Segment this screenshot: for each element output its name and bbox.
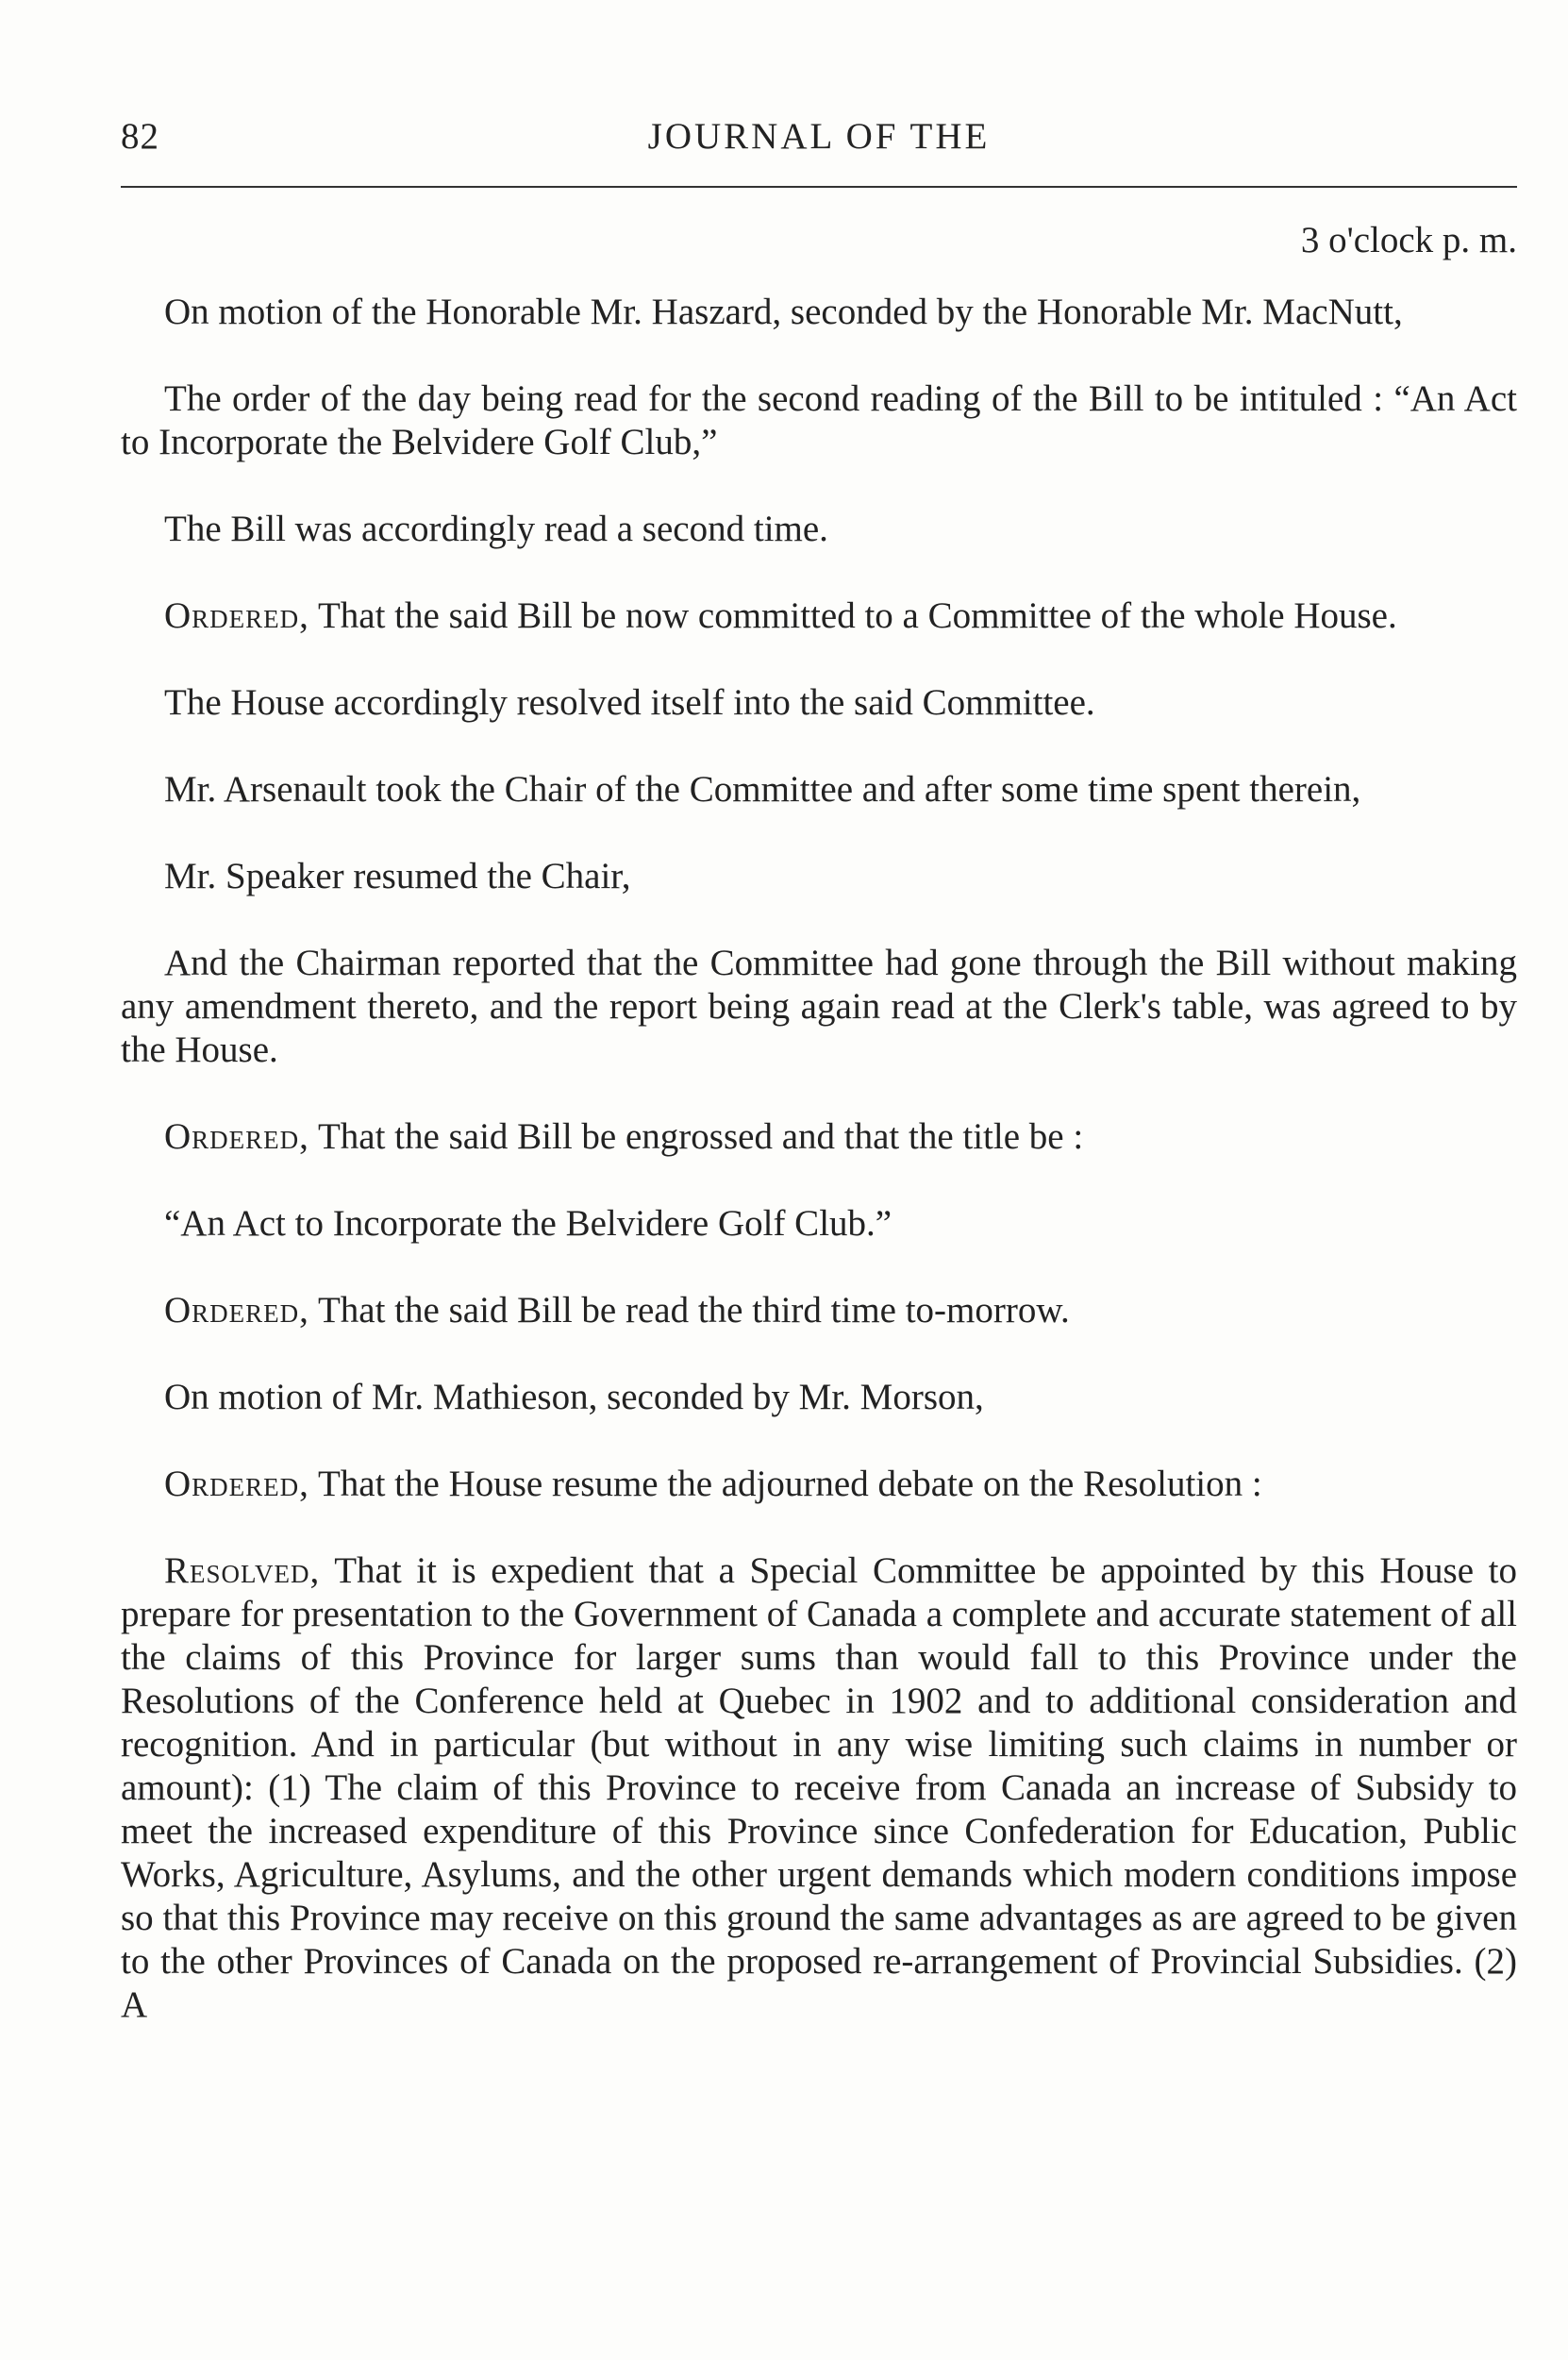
paragraph-order-of-day: The order of the day being read for the second reading of the Bill to be intituled : “An Act to Incorporate the Belvidere Golf Club,”	[121, 378, 1517, 462]
paragraph-house-resolved: The House accordingly resolved itself into the said Committee.	[164, 682, 1095, 723]
page-header	[121, 106, 1517, 172]
journal-body	[121, 291, 1517, 2027]
header-rule	[121, 186, 1517, 188]
paragraph-ordered-resume-debate: Ordered, That the House resume the adjourned debate on the Resolution :	[164, 1464, 1262, 1504]
paragraph-motion-mathieson: On motion of Mr. Mathieson, seconded by Mr. Morson,	[164, 1377, 984, 1417]
paragraph-motion-haszard: On motion of the Honorable Mr. Haszard, seconded by the Honorable Mr. MacNutt,	[164, 292, 1403, 332]
paragraph-ordered-engrossed: Ordered, That the said Bill be engrossed and that the title be :	[164, 1116, 1084, 1157]
page-number: 82	[121, 116, 159, 157]
paragraph-speaker-resumed: Mr. Speaker resumed the Chair,	[164, 856, 631, 896]
session-time: 3 o'clock p. m.	[1300, 220, 1517, 260]
paragraph-arsenault-chair: Mr. Arsenault took the Chair of the Committee and after some time spent therein,	[164, 769, 1361, 810]
paragraph-bill-title: “An Act to Incorporate the Belvidere Golf Club.”	[164, 1203, 892, 1244]
paragraph-ordered-third-reading: Ordered, That the said Bill be read the third time to-morrow.	[164, 1290, 1070, 1331]
paragraph-chairman-reported: And the Chairman reported that the Committee had gone through the Bill without making any amendment thereto, and the report being again read at the Clerk's table, was agreed to by the House.	[121, 943, 1517, 1070]
paragraph-second-reading: The Bill was accordingly read a second time.	[164, 509, 828, 549]
running-title: JOURNAL OF THE	[647, 116, 991, 157]
paragraph-resolved: Resolved, That it is expedient that a Special Committee be appointed by this House to prepare for presentation to the Government of Canada a complete and accurate statement of all the claims of this Province for larger sums than would fall to this Province under the Resolutions of the Conference held at Quebec in 1902 and to additional consideration and recognition. And in particular (but without in any wise limiting such claims in number or amount): (1) The claim of this Province to receive from Canada an increase of Subsidy to meet the increased expenditure of this Province since Confederation for Education, Public Works, Agriculture, Asylums, and the other urgent demands which modern conditions impose so that this Province may receive on this ground the same advantages as are agreed to be given to the other Provinces of Canada on the proposed re-arrangement of Provincial Subsidies. (2) A	[121, 1550, 1517, 2025]
paragraph-ordered-committed: Ordered, That the said Bill be now committed to a Committee of the whole House.	[164, 595, 1397, 636]
